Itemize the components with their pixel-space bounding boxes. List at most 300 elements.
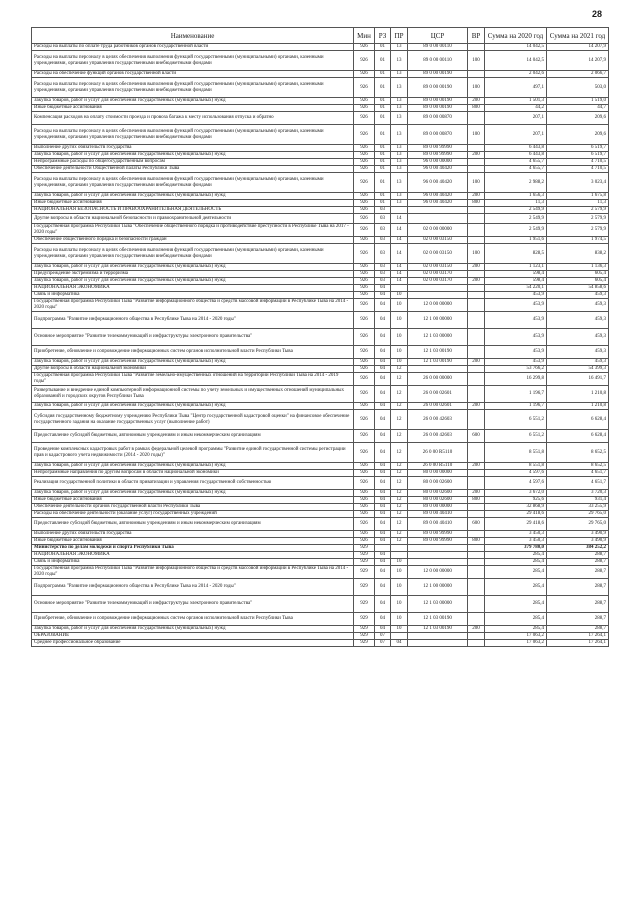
cell-min: 926 xyxy=(354,443,375,463)
cell-rz: 04 xyxy=(375,566,391,579)
cell-csr: 96 0 00 40420 xyxy=(408,173,468,193)
cell-min: 926 xyxy=(354,173,375,193)
cell-rz: 04 xyxy=(375,552,391,559)
cell-rz: 04 xyxy=(375,430,391,443)
cell-sum-2021: 8 652,5 xyxy=(547,443,609,463)
cell-csr: 89 0 00 00870 xyxy=(408,125,468,145)
table-row xyxy=(32,51,609,71)
table-row xyxy=(32,579,609,596)
cell-csr: 12 1 03 00190 xyxy=(408,359,468,366)
cell-sum-2021: 288,7 xyxy=(547,626,609,633)
cell-csr: 02 0 00 00000 xyxy=(408,224,468,237)
cell-name: Закупка товаров, работ и услуг для обеспечения государственных (муниципальных) нужд xyxy=(32,98,354,105)
cell-pr: 12 xyxy=(391,518,408,531)
cell-pr: 14 xyxy=(391,271,408,278)
table-row xyxy=(32,511,609,518)
cell-min: 926 xyxy=(354,373,375,386)
cell-min: 929 xyxy=(354,559,375,566)
cell-csr: 26 0 00 02601 xyxy=(408,403,468,410)
cell-sum-2021: 459,3 xyxy=(547,312,609,329)
cell-sum-2021: 4 710,5 xyxy=(547,166,609,173)
cell-vr xyxy=(468,292,485,299)
cell-sum-2021: 1 519,0 xyxy=(547,98,609,105)
cell-sum-2021: 16 491,7 xyxy=(547,373,609,386)
cell-vr xyxy=(468,159,485,166)
cell-rz: 04 xyxy=(375,497,391,504)
cell-name: Иные бюджетные ассигнования xyxy=(32,105,354,112)
cell-pr: 10 xyxy=(391,359,408,366)
cell-pr: 10 xyxy=(391,559,408,566)
table-header-row xyxy=(32,28,609,44)
cell-pr: 13 xyxy=(391,193,408,200)
cell-name: Связь и информатика xyxy=(32,559,354,566)
cell-name: Закупка товаров, работ и услуг для обеспечения государственных (муниципальных) нужд xyxy=(32,152,354,159)
cell-name: Субсидия государственному бюджетному учреждению Республики Тыва "Центр государственной кадастровой оценки" на финансовое обеспечение государственного задания на оказание государственных услуг (выполнение работ) xyxy=(32,410,354,430)
cell-csr xyxy=(408,366,468,373)
cell-vr xyxy=(468,504,485,511)
cell-pr: 12 xyxy=(391,410,408,430)
cell-name: Иные бюджетные ассигнования xyxy=(32,538,354,545)
cell-pr: 12 xyxy=(391,366,408,373)
cell-sum-2020: 4 597,6 xyxy=(485,477,547,490)
cell-sum-2021: 1 675,8 xyxy=(547,193,609,200)
cell-sum-2021: 4 651,7 xyxy=(547,477,609,490)
cell-pr: 10 xyxy=(391,329,408,346)
cell-csr: 89 0 00 40410 xyxy=(408,518,468,531)
cell-rz xyxy=(375,545,391,552)
table-row xyxy=(32,403,609,410)
cell-vr xyxy=(468,640,485,647)
table-row xyxy=(32,538,609,545)
cell-sum-2021: 3 490,9 xyxy=(547,538,609,545)
cell-sum-2020: 379 780,0 xyxy=(485,545,547,552)
cell-sum-2020: 2 549,9 xyxy=(485,224,547,237)
cell-csr: 12 1 03 00000 xyxy=(408,596,468,613)
cell-rz: 03 xyxy=(375,278,391,285)
table-row xyxy=(32,386,609,403)
cell-name: Расходы на выплаты персоналу в целях обеспечения выполнения функций государственными (муниципальными) органами, казенными учреждениями, органами управления государственными внебюджетными фондами xyxy=(32,173,354,193)
cell-rz: 04 xyxy=(375,329,391,346)
table-row xyxy=(32,173,609,193)
table-row xyxy=(32,626,609,633)
cell-rz: 04 xyxy=(375,463,391,470)
cell-csr xyxy=(408,207,468,214)
cell-csr: 02 0 00 03170 xyxy=(408,271,468,278)
cell-pr: 10 xyxy=(391,299,408,312)
cell-sum-2021: 288,7 xyxy=(547,552,609,559)
cell-rz: 04 xyxy=(375,292,391,299)
cell-csr: 89 0 00 99990 xyxy=(408,145,468,152)
table-row xyxy=(32,292,609,299)
cell-csr xyxy=(408,285,468,292)
cell-sum-2021: 17 264,1 xyxy=(547,640,609,647)
cell-csr: 02 0 00 03170 xyxy=(408,278,468,285)
cell-name: Расходы на выплаты по оплате труда работников органов государственной власти xyxy=(32,44,354,51)
cell-sum-2021: 209,6 xyxy=(547,112,609,125)
cell-sum-2020: 6 551,2 xyxy=(485,410,547,430)
cell-sum-2021: 384 252,2 xyxy=(547,545,609,552)
cell-rz: 03 xyxy=(375,244,391,264)
cell-csr: 89 0 00 00870 xyxy=(408,112,468,125)
cell-min: 926 xyxy=(354,312,375,329)
cell-vr xyxy=(468,329,485,346)
cell-csr: 89 0 00 00110 xyxy=(408,44,468,51)
cell-vr: 200 xyxy=(468,193,485,200)
cell-name: Государственная программа Республики Тыва "Развитие земельно-имущественных отношений на территории Республики Тыва на 2014 - 2019 годы" xyxy=(32,373,354,386)
cell-sum-2020: 11,3 xyxy=(485,200,547,207)
cell-name: Закупка товаров, работ и услуг для обеспечения государственных (муниципальных) нужд xyxy=(32,463,354,470)
cell-vr: 200 xyxy=(468,264,485,271)
cell-rz: 03 xyxy=(375,214,391,224)
cell-sum-2020: 4 655,7 xyxy=(485,166,547,173)
cell-name: Приобретение, обновление и сопровождение информационных систем органов исполнительной власти Республики Тыва xyxy=(32,346,354,359)
cell-csr: 02 0 00 03150 xyxy=(408,237,468,244)
cell-csr xyxy=(408,640,468,647)
cell-min: 926 xyxy=(354,51,375,71)
cell-sum-2020: 44,2 xyxy=(485,105,547,112)
cell-csr: 96 0 00 40420 xyxy=(408,200,468,207)
cell-csr: 12 0 00 00000 xyxy=(408,299,468,312)
cell-min: 926 xyxy=(354,71,375,78)
cell-sum-2021: 459,3 xyxy=(547,346,609,359)
cell-rz: 01 xyxy=(375,145,391,152)
cell-pr: 12 xyxy=(391,470,408,477)
page-number: 28 xyxy=(592,9,603,19)
cell-sum-2021: 288,7 xyxy=(547,566,609,579)
cell-name: Закупка товаров, работ и услуг для обеспечения государственных (муниципальных) нужд xyxy=(32,264,354,271)
cell-name: Государственная программа Республики Тыва "Развитие информационного общества и средств массовой информации в Республике Тыва на 2014 - 2020 годы" xyxy=(32,566,354,579)
cell-vr xyxy=(468,579,485,596)
cell-csr: 02 0 00 03150 xyxy=(408,244,468,264)
cell-rz: 04 xyxy=(375,470,391,477)
cell-rz: 01 xyxy=(375,159,391,166)
cell-vr xyxy=(468,166,485,173)
header-pr: ПР xyxy=(391,28,408,44)
cell-sum-2020: 1 123,1 xyxy=(485,264,547,271)
table-row xyxy=(32,237,609,244)
cell-name: Закупка товаров, работ и услуг для обеспечения государственных (муниципальных) нужд xyxy=(32,359,354,366)
table-row xyxy=(32,545,609,552)
cell-rz: 04 xyxy=(375,504,391,511)
cell-vr: 200 xyxy=(468,98,485,105)
table-row xyxy=(32,299,609,312)
cell-rz: 04 xyxy=(375,511,391,518)
cell-sum-2020: 3 450,3 xyxy=(485,531,547,538)
cell-csr: 96 0 00 40420 xyxy=(408,166,468,173)
table-row xyxy=(32,346,609,359)
cell-sum-2021: 838,2 xyxy=(547,244,609,264)
cell-min: 926 xyxy=(354,538,375,545)
cell-vr xyxy=(468,366,485,373)
cell-min: 926 xyxy=(354,278,375,285)
cell-sum-2020: 598,4 xyxy=(485,271,547,278)
cell-min: 926 xyxy=(354,112,375,125)
table-row xyxy=(32,145,609,152)
cell-sum-2021: 44,7 xyxy=(547,105,609,112)
cell-min: 926 xyxy=(354,346,375,359)
cell-sum-2021: 2 579,9 xyxy=(547,214,609,224)
cell-sum-2020: 32 868,9 xyxy=(485,504,547,511)
cell-name: Подпрограмма "Развитие информационного общества в Республике Тыва на 2014 - 2020 годы" xyxy=(32,312,354,329)
cell-sum-2020: 14 042,5 xyxy=(485,51,547,71)
cell-min: 929 xyxy=(354,545,375,552)
cell-min: 926 xyxy=(354,193,375,200)
cell-csr: 80 0 00 00000 xyxy=(408,470,468,477)
cell-name: Выполнение других обязательств государства xyxy=(32,531,354,538)
cell-rz: 04 xyxy=(375,410,391,430)
cell-name: Другие вопросы в области национальной экономики xyxy=(32,366,354,373)
cell-min: 929 xyxy=(354,596,375,613)
table-row xyxy=(32,518,609,531)
cell-pr: 13 xyxy=(391,159,408,166)
cell-sum-2021: 1 136,3 xyxy=(547,264,609,271)
cell-sum-2020: 453,9 xyxy=(485,359,547,366)
cell-name: Развертывание и внедрение единой компьютерной информационной системы по учету земельных и имущественных отношений муниципальных образований и городских округов Республики Тыва xyxy=(32,386,354,403)
cell-name: Предоставление субсидий бюджетным, автономным учреждениям и иным некоммерческим организациям xyxy=(32,518,354,531)
cell-sum-2021: 54 858,6 xyxy=(547,285,609,292)
cell-vr xyxy=(468,552,485,559)
cell-min: 929 xyxy=(354,552,375,559)
cell-vr xyxy=(468,145,485,152)
cell-name: Закупка товаров, работ и услуг для обеспечения государственных (муниципальных) нужд xyxy=(32,626,354,633)
cell-csr: 89 0 00 00190 xyxy=(408,105,468,112)
cell-pr: 12 xyxy=(391,511,408,518)
cell-sum-2020: 285,4 xyxy=(485,559,547,566)
cell-rz: 01 xyxy=(375,78,391,98)
cell-sum-2021: 605,4 xyxy=(547,278,609,285)
cell-pr: 12 xyxy=(391,386,408,403)
cell-min: 926 xyxy=(354,271,375,278)
cell-sum-2020: 53 766,2 xyxy=(485,366,547,373)
cell-min: 926 xyxy=(354,366,375,373)
cell-rz: 04 xyxy=(375,366,391,373)
table-row xyxy=(32,640,609,647)
cell-pr: 12 xyxy=(391,538,408,545)
cell-vr: 100 xyxy=(468,244,485,264)
cell-vr xyxy=(468,566,485,579)
cell-csr: 02 0 00 03150 xyxy=(408,264,468,271)
cell-vr: 200 xyxy=(468,403,485,410)
cell-rz: 04 xyxy=(375,559,391,566)
cell-name: Расходы на выплаты персоналу в целях обеспечения выполнения функций государственными (муниципальными) органами, казенными учреждениями, органами управления государственными внебюджетными фондами xyxy=(32,78,354,98)
cell-min: 926 xyxy=(354,329,375,346)
cell-name: Расходы на обеспечение функций органов государственной власти xyxy=(32,71,354,78)
table-row xyxy=(32,552,609,559)
cell-csr: 12 1 03 00190 xyxy=(408,613,468,626)
cell-rz: 04 xyxy=(375,386,391,403)
cell-rz: 04 xyxy=(375,626,391,633)
cell-sum-2021: 6 628,4 xyxy=(547,430,609,443)
cell-csr: 89 0 00 40410 xyxy=(408,511,468,518)
cell-pr: 12 xyxy=(391,504,408,511)
cell-csr: 80 0 00 02600 xyxy=(408,497,468,504)
cell-name: Компенсация расходов на оплату стоимости проезда и провоза багажа к месту использования отпуска и обратно xyxy=(32,112,354,125)
cell-pr: 13 xyxy=(391,125,408,145)
cell-vr xyxy=(468,477,485,490)
cell-sum-2021: 459,3 xyxy=(547,299,609,312)
cell-vr: 100 xyxy=(468,125,485,145)
cell-rz: 04 xyxy=(375,443,391,463)
cell-min: 926 xyxy=(354,207,375,214)
cell-vr xyxy=(468,531,485,538)
cell-sum-2020: 285,4 xyxy=(485,596,547,613)
cell-min: 929 xyxy=(354,640,375,647)
cell-sum-2020: 207,1 xyxy=(485,125,547,145)
cell-vr xyxy=(468,613,485,626)
cell-name: Обеспечение деятельности органов государственной власти Республики Тыва xyxy=(32,504,354,511)
cell-min: 926 xyxy=(354,214,375,224)
cell-sum-2020: 453,9 xyxy=(485,299,547,312)
cell-csr: 12 1 03 00190 xyxy=(408,346,468,359)
cell-pr: 10 xyxy=(391,613,408,626)
table-row xyxy=(32,504,609,511)
cell-pr: 13 xyxy=(391,173,408,193)
cell-sum-2021: 3 720,3 xyxy=(547,490,609,497)
cell-min: 926 xyxy=(354,166,375,173)
cell-pr xyxy=(391,633,408,640)
cell-vr xyxy=(468,346,485,359)
cell-sum-2021: 288,7 xyxy=(547,579,609,596)
cell-min: 926 xyxy=(354,518,375,531)
cell-rz: 04 xyxy=(375,579,391,596)
cell-sum-2021: 17 264,1 xyxy=(547,633,609,640)
cell-csr: 26 0 00 R5110 xyxy=(408,463,468,470)
cell-pr: 14 xyxy=(391,237,408,244)
header-sum-2021: Сумма на 2021 год xyxy=(547,28,609,44)
cell-rz: 04 xyxy=(375,346,391,359)
cell-name: Закупка товаров, работ и услуг для обеспечения государственных (муниципальных) нужд xyxy=(32,193,354,200)
cell-csr xyxy=(408,633,468,640)
cell-sum-2020: 925,6 xyxy=(485,497,547,504)
cell-sum-2020: 17 063,2 xyxy=(485,633,547,640)
cell-sum-2021: 6 519,7 xyxy=(547,145,609,152)
cell-min: 926 xyxy=(354,504,375,511)
cell-vr: 200 xyxy=(468,152,485,159)
cell-rz: 01 xyxy=(375,166,391,173)
cell-name: Министерство по делам молодежи и спорта Республики Тыва xyxy=(32,545,354,552)
cell-csr: 89 0 00 00190 xyxy=(408,98,468,105)
cell-pr: 14 xyxy=(391,244,408,264)
cell-sum-2020: 285,4 xyxy=(485,552,547,559)
cell-vr xyxy=(468,214,485,224)
cell-vr xyxy=(468,633,485,640)
cell-name: Предоставление субсидий бюджетным, автономным учреждениям и иным некоммерческим организациям xyxy=(32,430,354,443)
cell-name: Расходы на выплаты персоналу в целях обеспечения выполнения функций государственными (муниципальными) органами, казенными учреждениями, органами управления государственными внебюджетными фондами xyxy=(32,51,354,71)
cell-vr xyxy=(468,71,485,78)
table-row xyxy=(32,477,609,490)
cell-pr: 12 xyxy=(391,463,408,470)
cell-csr: 89 0 00 00000 xyxy=(408,504,468,511)
cell-sum-2020: 16 299,8 xyxy=(485,373,547,386)
table-row xyxy=(32,214,609,224)
table-row xyxy=(32,271,609,278)
cell-rz: 04 xyxy=(375,531,391,538)
cell-rz: 03 xyxy=(375,271,391,278)
cell-rz: 01 xyxy=(375,105,391,112)
cell-name: Обеспечение общественного порядка и безопасности граждан xyxy=(32,237,354,244)
cell-vr xyxy=(468,112,485,125)
cell-sum-2020: 2 042,6 xyxy=(485,71,547,78)
cell-name: Предупреждение экстремизма и терроризма xyxy=(32,271,354,278)
cell-sum-2020: 6 443,8 xyxy=(485,145,547,152)
cell-sum-2021: 6 628,4 xyxy=(547,410,609,430)
header-csr: ЦСР xyxy=(408,28,468,44)
cell-pr: 12 xyxy=(391,430,408,443)
cell-csr: 89 0 00 99990 xyxy=(408,152,468,159)
cell-rz: 01 xyxy=(375,152,391,159)
cell-name: Связь и информатика xyxy=(32,292,354,299)
cell-sum-2020: 598,4 xyxy=(485,278,547,285)
cell-pr: 13 xyxy=(391,44,408,51)
cell-sum-2020: 8 551,8 xyxy=(485,463,547,470)
cell-name: Основное мероприятие "Развитие телекоммуникаций и инфраструктуры электронного правительства" xyxy=(32,596,354,613)
cell-vr xyxy=(468,511,485,518)
table-row xyxy=(32,71,609,78)
cell-name: Государственная программа Республики Тыва "Развитие информационного общества и средств массовой информации в Республике Тыва на 2014 - 2020 годы" xyxy=(32,299,354,312)
table-body xyxy=(32,44,609,647)
cell-sum-2021: 11,3 xyxy=(547,200,609,207)
cell-name: Непрограммные направления по другим вопросам в области национальной экономики xyxy=(32,470,354,477)
table-row xyxy=(32,312,609,329)
table-row xyxy=(32,264,609,271)
table-row xyxy=(32,463,609,470)
cell-pr: 10 xyxy=(391,292,408,299)
cell-pr: 13 xyxy=(391,51,408,71)
cell-min: 926 xyxy=(354,430,375,443)
table-row xyxy=(32,596,609,613)
cell-min: 926 xyxy=(354,410,375,430)
cell-vr: 200 xyxy=(468,278,485,285)
cell-vr xyxy=(468,410,485,430)
cell-csr xyxy=(408,559,468,566)
cell-pr: 13 xyxy=(391,71,408,78)
cell-pr xyxy=(391,545,408,552)
cell-vr: 600 xyxy=(468,518,485,531)
cell-sum-2021: 29 765,0 xyxy=(547,518,609,531)
table-row xyxy=(32,329,609,346)
cell-sum-2020: 6 551,2 xyxy=(485,430,547,443)
table-row xyxy=(32,285,609,292)
cell-vr xyxy=(468,312,485,329)
table-row xyxy=(32,152,609,159)
cell-vr xyxy=(468,224,485,237)
cell-sum-2021: 3 490,9 xyxy=(547,531,609,538)
cell-name: Выполнение других обязательств государства xyxy=(32,145,354,152)
cell-pr xyxy=(391,207,408,214)
cell-sum-2020: 1 951,6 xyxy=(485,237,547,244)
cell-vr: 600 xyxy=(468,430,485,443)
cell-vr: 800 xyxy=(468,200,485,207)
table-row xyxy=(32,207,609,214)
cell-pr: 14 xyxy=(391,214,408,224)
cell-rz: 04 xyxy=(375,477,391,490)
cell-min: 926 xyxy=(354,200,375,207)
cell-rz: 04 xyxy=(375,373,391,386)
cell-vr xyxy=(468,207,485,214)
cell-csr xyxy=(408,214,468,224)
cell-rz: 07 xyxy=(375,640,391,647)
cell-pr xyxy=(391,552,408,559)
cell-vr: 100 xyxy=(468,173,485,193)
cell-sum-2020: 285,4 xyxy=(485,566,547,579)
cell-pr: 14 xyxy=(391,278,408,285)
cell-pr: 12 xyxy=(391,477,408,490)
cell-name: Среднее профессиональное образование xyxy=(32,640,354,647)
cell-rz: 04 xyxy=(375,490,391,497)
cell-rz: 07 xyxy=(375,633,391,640)
cell-rz: 04 xyxy=(375,299,391,312)
cell-min: 926 xyxy=(354,386,375,403)
